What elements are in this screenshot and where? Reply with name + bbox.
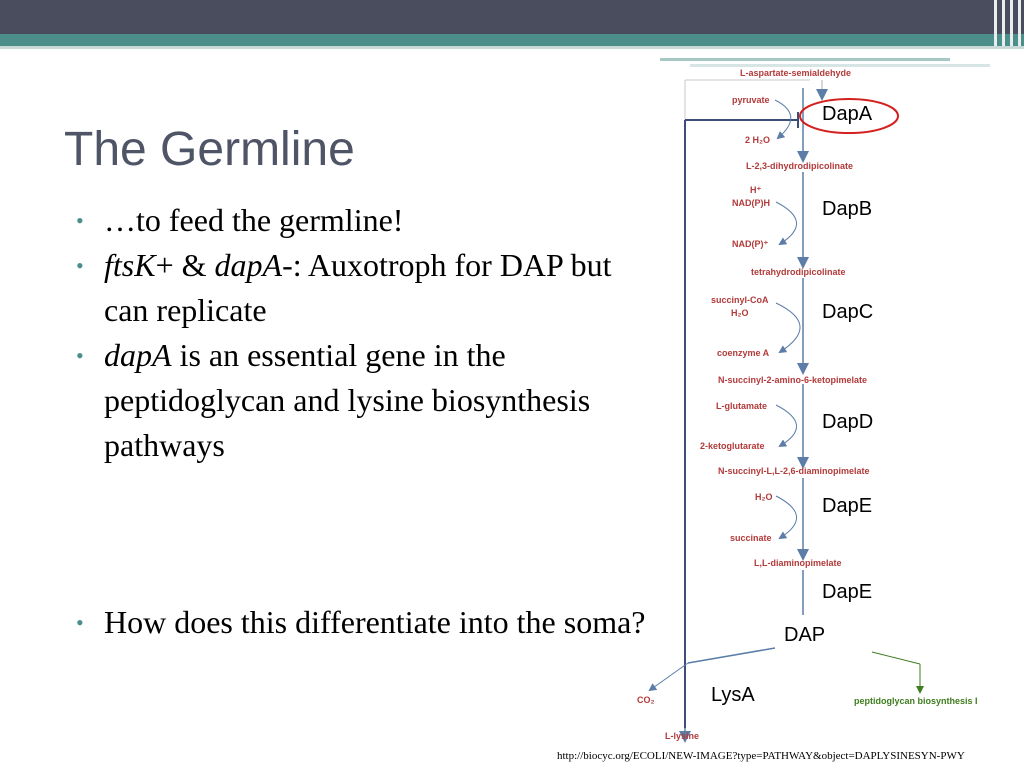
enzyme-label-lysa: LysA bbox=[711, 684, 755, 706]
bullet-text: is an essential gene in the peptidoglycan and lysine biosynthesis pathways bbox=[104, 337, 591, 463]
pathway-peptidoglycan: peptidoglycan biosynthesis I bbox=[854, 696, 978, 706]
metabolite-h2o: H₂O bbox=[731, 308, 749, 318]
header-deco-line bbox=[994, 0, 997, 46]
side-reaction-arrow bbox=[776, 303, 800, 352]
metabolite-coenzyme-a: coenzyme A bbox=[717, 348, 770, 358]
bullet-dot-icon: • bbox=[76, 343, 84, 368]
header-light-line bbox=[0, 46, 1024, 49]
gene-name: ftsK bbox=[104, 247, 156, 283]
metabolite-2-ketoglutarate: 2-ketoglutarate bbox=[700, 441, 765, 451]
arrow-line bbox=[872, 652, 920, 664]
enzyme-label-dapb: DapB bbox=[822, 198, 873, 220]
bullet-text: + & bbox=[155, 247, 215, 283]
metabolite-l-glutamate: L-glutamate bbox=[716, 401, 768, 411]
bullet-dot-icon: • bbox=[76, 253, 84, 278]
metabolite-main: tetrahydrodipicolinate bbox=[751, 267, 846, 277]
enzyme-label-dape: DapE bbox=[822, 581, 873, 603]
bullet-item bbox=[76, 600, 656, 645]
enzyme-label-dapc: DapC bbox=[822, 301, 874, 323]
side-reaction-arrow bbox=[776, 202, 797, 244]
metabolite-main: N-succinyl-L,L-2,6-diaminopimelate bbox=[718, 466, 870, 476]
enzyme-label-dapd: DapD bbox=[822, 411, 874, 433]
metabolite-main: L-2,3-dihydrodipicolinate bbox=[746, 161, 854, 171]
metabolite-main: L,L-diaminopimelate bbox=[754, 558, 842, 568]
metabolite-nadph: NAD(P)H bbox=[732, 198, 770, 208]
arrow-line bbox=[650, 663, 688, 690]
bullet-text: …to feed the germline! bbox=[104, 202, 404, 238]
enzyme-label-dape: DapE bbox=[822, 495, 873, 517]
metabolite-nadp: NAD(P)⁺ bbox=[732, 239, 769, 249]
bullet-text: -: Auxotroph for DAP but can replicate bbox=[104, 247, 612, 328]
metabolite-top: L-aspartate-semialdehyde bbox=[740, 68, 852, 78]
gene-name: dapA bbox=[104, 337, 172, 373]
header-teal-band bbox=[0, 34, 1024, 46]
bullet-item bbox=[76, 333, 656, 468]
bullet-dot-icon: • bbox=[76, 208, 84, 233]
gene-name: dapA bbox=[214, 247, 283, 283]
product-label-dap: DAP bbox=[784, 624, 826, 646]
bullet-list bbox=[76, 198, 656, 645]
metabolite-h-plus: H⁺ bbox=[750, 185, 762, 195]
metabolite-succinate: succinate bbox=[730, 533, 772, 543]
metabolite-l-lysine: L-lysine bbox=[665, 731, 700, 741]
metabolite-succinyl-coa: succinyl-CoA bbox=[711, 295, 769, 305]
header-deco-line bbox=[1010, 0, 1013, 46]
bullet-dot-icon: • bbox=[76, 610, 84, 635]
header-dark-band bbox=[0, 0, 1024, 34]
bullet-item bbox=[76, 243, 656, 333]
source-url: http://biocyc.org/ECOLI/NEW-IMAGE?type=PATHWAY&object=DAPLYSINESYN-PWY bbox=[557, 750, 965, 762]
side-reaction-arrow bbox=[776, 496, 797, 538]
metabolite-h2o: H₂O bbox=[755, 492, 773, 502]
arrow-line bbox=[688, 648, 775, 663]
metabolite-main: N-succinyl-2-amino-6-ketopimelate bbox=[718, 375, 868, 385]
side-reaction-arrow bbox=[776, 405, 797, 446]
slide-title: The Germline bbox=[64, 123, 355, 176]
metabolite-pyruvate: pyruvate bbox=[732, 95, 770, 105]
bullet-item bbox=[76, 198, 656, 243]
metabolite-h2o: 2 H₂O bbox=[745, 135, 771, 145]
bullet-text: How does this differentiate into the soma? bbox=[104, 604, 646, 640]
metabolite-co2: CO₂ bbox=[637, 695, 655, 705]
header-deco-line bbox=[1018, 0, 1021, 46]
header-deco-line bbox=[1002, 0, 1005, 46]
enzyme-label-dapa: DapA bbox=[822, 103, 873, 125]
